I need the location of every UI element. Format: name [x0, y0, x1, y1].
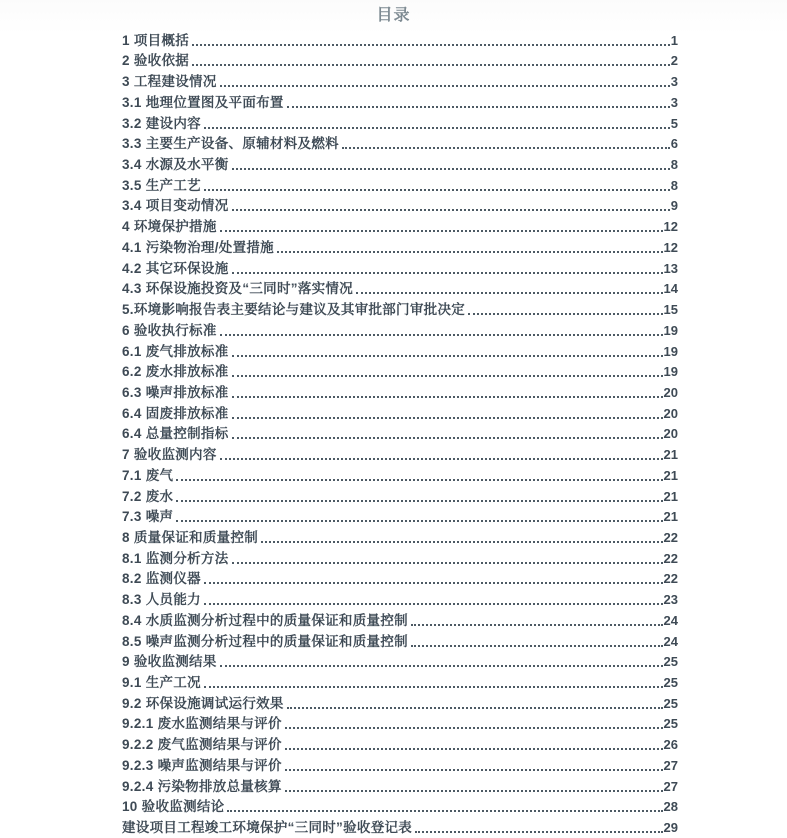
toc-leader-dots [204, 582, 663, 584]
toc-entry [122, 671, 678, 692]
toc-entry-page-number: 25 [663, 716, 678, 732]
toc-leader-dots [356, 292, 663, 294]
toc-leader-dots [192, 64, 670, 66]
toc-leader-dots [232, 355, 663, 357]
toc-entry-label: 4.2 其它环保设施 [122, 260, 229, 276]
toc-leader-dots [220, 230, 663, 232]
toc-entry-page-number: 13 [663, 260, 678, 276]
toc-entry-page-number: 21 [663, 447, 678, 463]
toc-leader-dots [204, 127, 670, 129]
toc-entry [122, 506, 678, 527]
toc-entry [122, 526, 678, 547]
toc-entry [122, 236, 678, 257]
toc-entry [122, 319, 678, 340]
toc-entry-label: 4 环境保护措施 [122, 219, 217, 235]
toc-entry [122, 153, 678, 174]
toc-entry-page-number: 25 [663, 695, 678, 711]
toc-entry [122, 630, 678, 651]
toc-entry-label: 10 验收监测结论 [122, 799, 225, 815]
toc-entry [122, 50, 678, 71]
toc-entry-label: 3 工程建设情况 [122, 74, 217, 90]
toc-title: 目录 [376, 7, 411, 24]
toc-entry [122, 215, 678, 236]
toc-entry-label: 8.3 人员能力 [122, 592, 201, 608]
toc-entry-label: 3.3 主要生产设备、原辅材料及燃料 [122, 136, 339, 152]
toc-entry [122, 692, 678, 713]
toc-entry [122, 174, 678, 195]
toc-entry [122, 568, 678, 589]
toc-entry [122, 91, 678, 112]
toc-entry-label: 9.2 环保设施调试运行效果 [122, 695, 284, 711]
toc-leader-dots [285, 769, 663, 771]
toc-leader-dots [232, 396, 663, 398]
toc-entry-page-number: 21 [663, 509, 678, 525]
toc-leader-dots [220, 85, 670, 87]
toc-entry-label: 3.4 水源及水平衡 [122, 157, 229, 173]
toc-entry-page-number: 19 [663, 322, 678, 338]
toc-entry-page-number: 20 [663, 384, 678, 400]
toc-entry [122, 775, 678, 796]
toc-leader-dots [220, 334, 663, 336]
toc-leader-dots [227, 810, 662, 812]
toc-entry-page-number: 9 [670, 198, 678, 214]
toc-entry [122, 464, 678, 485]
toc-leader-dots [261, 541, 662, 543]
toc-entry [122, 278, 678, 299]
toc-leader-dots [411, 645, 663, 647]
toc-entry-page-number: 8 [670, 157, 678, 173]
toc-entry-label: 6.3 噪声排放标准 [122, 384, 229, 400]
toc-leader-dots [176, 500, 662, 502]
toc-entry-label: 8.4 水质监测分析过程中的质量保证和质量控制 [122, 612, 408, 628]
toc-leader-dots [277, 251, 663, 253]
toc-leader-dots [232, 168, 670, 170]
toc-entry-label: 4.1 污染物治理/处置措施 [122, 239, 274, 255]
toc-leader-dots [415, 831, 662, 833]
toc-entry-label: 8.5 噪声监测分析过程中的质量保证和质量控制 [122, 633, 408, 649]
toc-leader-dots [220, 665, 663, 667]
toc-entry [122, 70, 678, 91]
toc-leader-dots [285, 748, 663, 750]
toc-leader-dots [232, 272, 663, 274]
toc-entry [122, 754, 678, 775]
toc-leader-dots [204, 603, 663, 605]
toc-entry-page-number: 24 [663, 633, 678, 649]
toc-entry-label: 3.2 建设内容 [122, 115, 201, 131]
toc-leader-dots [232, 375, 663, 377]
toc-entry [122, 816, 678, 837]
toc-entry-label: 7.1 废气 [122, 467, 174, 483]
toc-entry [122, 651, 678, 672]
toc-entry-page-number: 5 [670, 115, 678, 131]
toc-entry [122, 361, 678, 382]
toc-entry-label: 7.3 噪声 [122, 509, 174, 525]
toc-leader-dots [232, 562, 663, 564]
toc-entry-label: 5.环境影响报告表主要结论与建议及其审批部门审批决定 [122, 302, 466, 318]
toc-entry-label: 7 验收监测内容 [122, 447, 217, 463]
toc-entry [122, 402, 678, 423]
toc-entry-label: 9.2.2 废气监测结果与评价 [122, 737, 282, 753]
toc-entry-page-number: 1 [670, 32, 678, 48]
toc-entry-page-number: 26 [663, 737, 678, 753]
toc-entry [122, 257, 678, 278]
toc-leader-dots [468, 313, 662, 315]
toc-entry [122, 423, 678, 444]
toc-entry [122, 485, 678, 506]
toc-entry-label: 3.4 项目变动情况 [122, 198, 229, 214]
toc-entry-page-number: 22 [663, 550, 678, 566]
toc-entry-page-number: 25 [663, 675, 678, 690]
toc-entry-page-number: 3 [670, 74, 678, 90]
toc-entry-page-number: 25 [663, 654, 678, 670]
toc-entry-page-number: 22 [663, 571, 678, 587]
toc-entry [122, 609, 678, 630]
toc-entry-label: 9.1 生产工况 [122, 675, 201, 690]
toc-leader-dots [176, 520, 662, 522]
toc-entry-page-number: 19 [663, 343, 678, 359]
toc-list [0, 29, 787, 837]
toc-entry-label: 9.2.3 噪声监测结果与评价 [122, 757, 282, 773]
toc-leader-dots [220, 458, 663, 460]
toc-entry-label: 3.1 地理位置图及平面布置 [122, 94, 284, 110]
toc-entry-page-number: 20 [663, 426, 678, 442]
toc-leader-dots [287, 707, 663, 709]
toc-leader-dots [192, 44, 670, 46]
toc-entry-label: 8.1 监测分析方法 [122, 550, 229, 566]
toc-entry [122, 733, 678, 754]
toc-leader-dots [204, 686, 663, 688]
toc-entry [122, 340, 678, 361]
toc-entry-page-number: 24 [663, 612, 678, 628]
toc-entry [122, 195, 678, 216]
toc-leader-dots [232, 417, 663, 419]
toc-entry-label: 3.5 生产工艺 [122, 177, 201, 193]
toc-entry-label: 9.2.1 废水监测结果与评价 [122, 716, 282, 732]
toc-leader-dots [342, 147, 670, 149]
toc-entry [122, 133, 678, 154]
toc-entry [122, 443, 678, 464]
toc-entry-page-number: 20 [663, 405, 678, 421]
toc-entry-page-number: 21 [663, 467, 678, 483]
toc-entry-page-number: 22 [663, 529, 678, 545]
toc-entry-label: 7.2 废水 [122, 488, 174, 504]
toc-entry [122, 547, 678, 568]
toc-entry-label: 9.2.4 污染物排放总量核算 [122, 778, 282, 794]
toc-entry-page-number: 3 [670, 94, 678, 110]
toc-entry-page-number: 28 [663, 799, 678, 815]
toc-entry [122, 29, 678, 50]
toc-entry-page-number: 14 [663, 281, 678, 297]
toc-entry-label: 8 质量保证和质量控制 [122, 529, 259, 545]
toc-entry-page-number: 23 [663, 592, 678, 608]
toc-entry-label: 1 项目概括 [122, 32, 190, 48]
toc-leader-dots [232, 209, 670, 211]
toc-leader-dots [232, 437, 663, 439]
toc-entry-label: 4.3 环保设施投资及“三同时”落实情况 [122, 281, 354, 297]
toc-entry-page-number: 29 [663, 820, 678, 836]
toc-entry-label: 2 验收依据 [122, 53, 190, 69]
toc-entry-page-number: 19 [663, 364, 678, 380]
toc-entry [122, 588, 678, 609]
toc-entry-label: 6.4 固废排放标准 [122, 405, 229, 421]
toc-entry-page-number: 2 [670, 53, 678, 69]
toc-entry-page-number: 21 [663, 488, 678, 504]
toc-entry-label: 6.2 废水排放标准 [122, 364, 229, 380]
toc-leader-dots [411, 624, 663, 626]
toc-entry [122, 112, 678, 133]
toc-entry-page-number: 12 [663, 219, 678, 235]
toc-leader-dots [287, 106, 670, 108]
toc-entry-label: 8.2 监测仪器 [122, 571, 201, 587]
toc-entry-page-number: 12 [663, 239, 678, 255]
toc-leader-dots [285, 790, 663, 792]
toc-entry-page-number: 8 [670, 177, 678, 193]
toc-entry-label: 9 验收监测结果 [122, 654, 217, 670]
toc-leader-dots [204, 189, 670, 191]
toc-entry-label: 建设项目工程竣工环境保护“三同时”验收登记表 [122, 820, 413, 836]
toc-entry-label: 6 验收执行标准 [122, 322, 217, 338]
toc-entry-page-number: 27 [663, 757, 678, 773]
toc-entry-page-number: 15 [663, 302, 678, 318]
toc-entry [122, 298, 678, 319]
toc-entry [122, 796, 678, 817]
toc-entry-page-number: 6 [670, 136, 678, 152]
toc-leader-dots [285, 727, 663, 729]
toc-entry-label: 6.1 废气排放标准 [122, 343, 229, 359]
toc-entry [122, 713, 678, 734]
toc-entry-page-number: 27 [663, 778, 678, 794]
toc-entry-label: 6.4 总量控制指标 [122, 426, 229, 442]
toc-entry [122, 381, 678, 402]
toc-leader-dots [176, 479, 662, 481]
